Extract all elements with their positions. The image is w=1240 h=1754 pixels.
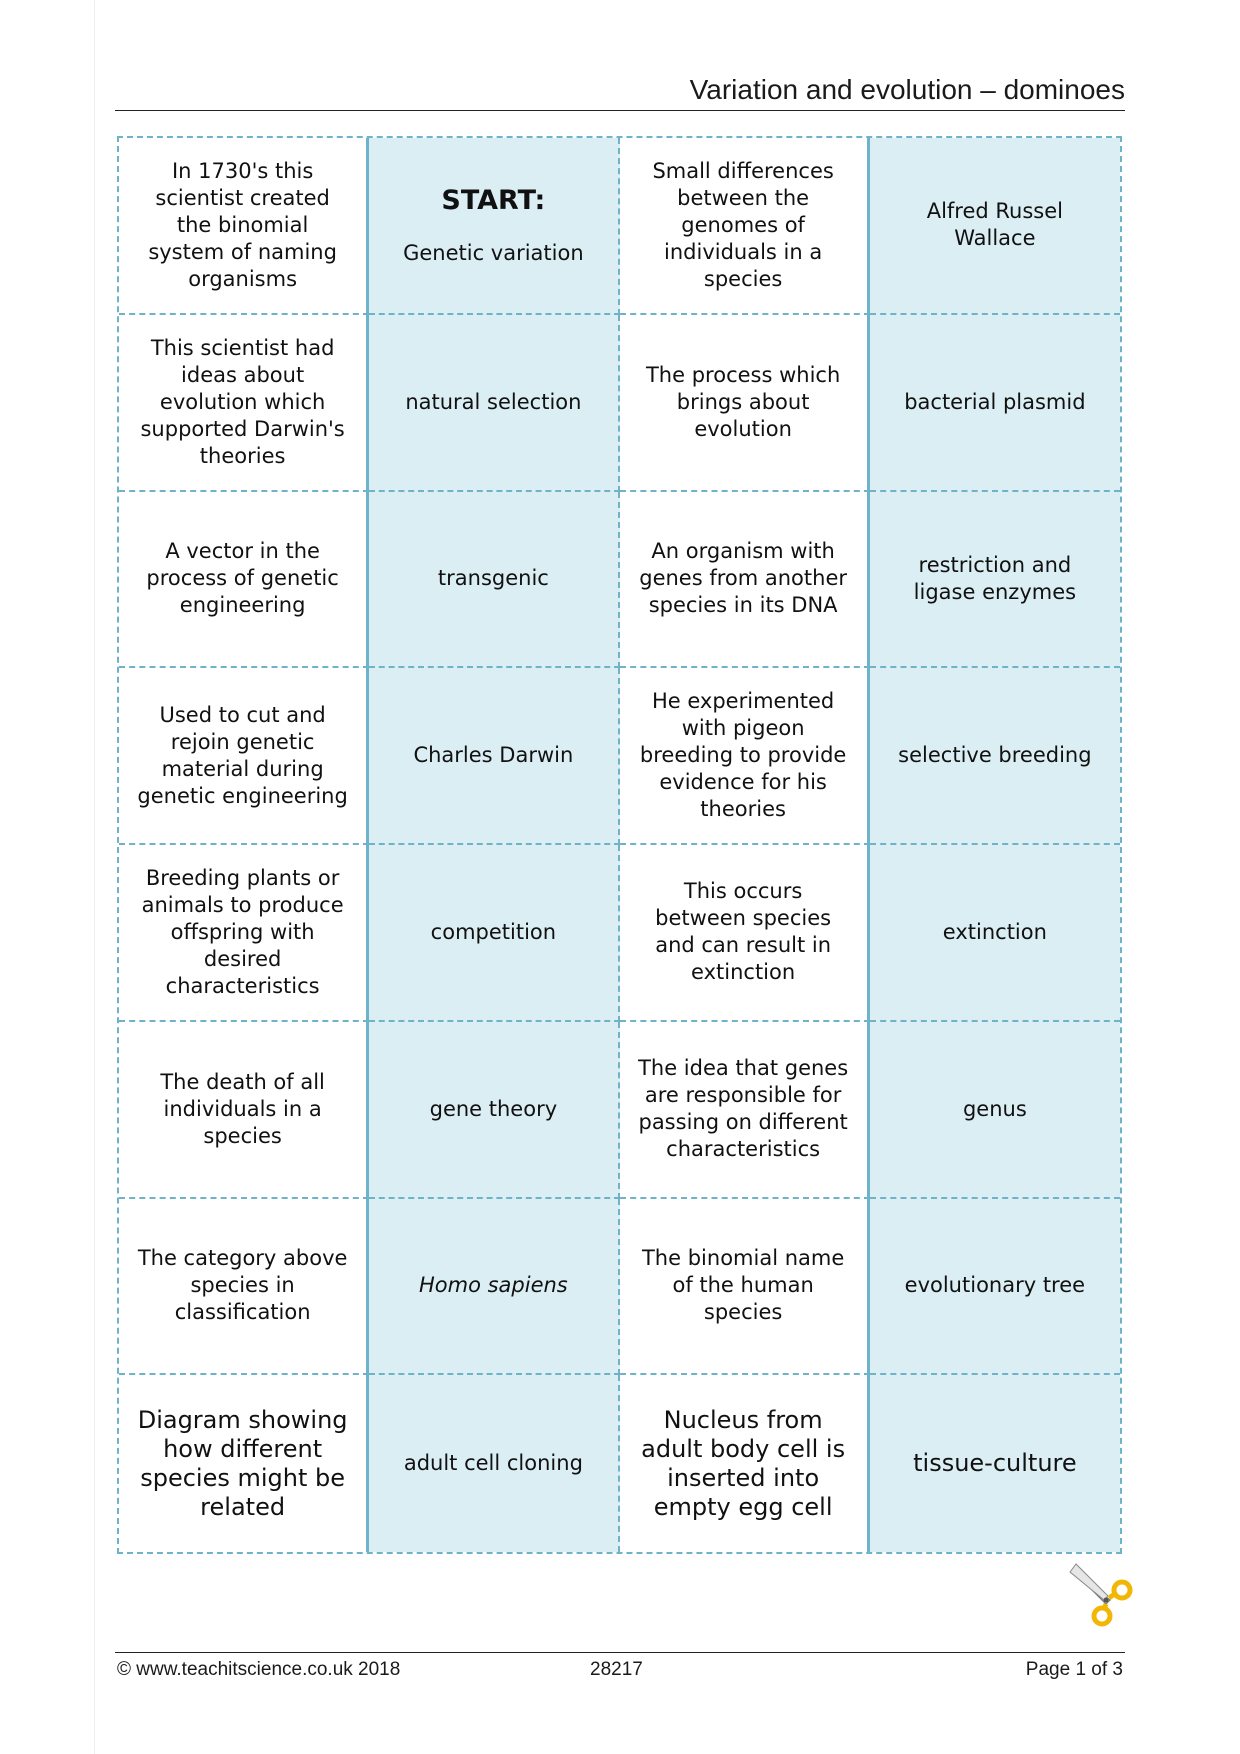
domino-clue	[119, 1375, 369, 1552]
domino-text: This occurs between species and can result in extinction	[655, 879, 832, 985]
start-label: START:	[441, 184, 546, 216]
domino-text: extinction	[942, 919, 1047, 944]
domino-clue	[119, 492, 369, 669]
domino-text: Small differences between the genomes of individuals in a species	[652, 158, 834, 291]
domino-answer	[870, 1375, 1120, 1552]
domino-text: Breeding plants or animals to produce offspring with desired characteristics	[141, 865, 344, 998]
scissors-icon	[1066, 1560, 1136, 1630]
domino-text: Alfred Russel Wallace	[926, 199, 1064, 251]
domino-text: evolutionary tree	[904, 1273, 1086, 1298]
domino-text: Genetic variation	[403, 240, 584, 265]
domino-clue	[620, 138, 870, 315]
start-block	[403, 184, 584, 267]
domino-answer	[870, 1199, 1120, 1376]
domino-clue	[620, 315, 870, 492]
domino-text: Homo sapiens	[418, 1273, 568, 1298]
domino-text: In 1730's this scientist created the binomial system of naming organisms	[148, 158, 337, 291]
page-title: Variation and evolution – dominoes	[689, 74, 1125, 105]
domino-text: natural selection	[405, 389, 582, 414]
domino-text: The binomial name of the human species	[641, 1246, 845, 1325]
domino-text: bacterial plasmid	[904, 389, 1086, 414]
copyright-text: © www.teachitscience.co.uk 2018	[117, 1659, 401, 1680]
domino-answer	[369, 1375, 619, 1552]
page-header	[115, 72, 1125, 111]
page-edge	[94, 0, 95, 1754]
domino-answer	[870, 492, 1120, 669]
domino-clue	[119, 1022, 369, 1199]
domino-clue	[119, 845, 369, 1022]
domino-text: Used to cut and rejoin genetic material during genetic engineering	[137, 702, 348, 808]
domino-clue	[119, 668, 369, 845]
document-code: 28217	[590, 1659, 643, 1680]
domino-clue	[620, 845, 870, 1022]
domino-clue	[119, 315, 369, 492]
domino-answer	[870, 1022, 1120, 1199]
domino-clue	[119, 138, 369, 315]
domino-text: restriction and ligase enzymes	[913, 552, 1077, 604]
domino-text: Charles Darwin	[413, 743, 574, 768]
domino-text: gene theory	[429, 1096, 558, 1121]
domino-text: Diagram showing how different species might be related	[137, 1405, 348, 1521]
domino-answer	[369, 1022, 619, 1199]
domino-answer	[870, 315, 1120, 492]
domino-text: adult cell cloning	[403, 1451, 583, 1476]
domino-text: The death of all individuals in a species	[160, 1069, 325, 1148]
domino-clue	[119, 1199, 369, 1376]
domino-clue	[620, 668, 870, 845]
domino-clue	[620, 1199, 870, 1376]
domino-text: The category above species in classification	[137, 1246, 348, 1325]
page-footer	[115, 1652, 1125, 1687]
page-number: Page 1 of 3	[1025, 1659, 1123, 1680]
domino-text: A vector in the process of genetic engineering	[146, 539, 339, 618]
domino-answer	[870, 845, 1120, 1022]
domino-text: He experimented with pigeon breeding to provide evidence for his theories	[639, 689, 847, 822]
domino-answer	[870, 668, 1120, 845]
domino-answer	[369, 1199, 619, 1376]
domino-clue	[620, 492, 870, 669]
domino-text: tissue-culture	[913, 1449, 1077, 1478]
domino-text: An organism with genes from another species in its DNA	[639, 539, 847, 618]
domino-answer	[369, 668, 619, 845]
domino-answer	[870, 138, 1120, 315]
domino-clue	[620, 1375, 870, 1552]
domino-answer	[369, 492, 619, 669]
domino-text: The process which brings about evolution	[645, 362, 841, 441]
domino-text: competition	[430, 919, 557, 944]
domino-text: This scientist had ideas about evolution which supported Darwin's theories	[140, 335, 345, 468]
domino-clue	[620, 1022, 870, 1199]
domino-text: genus	[962, 1096, 1027, 1121]
domino-text: selective breeding	[898, 743, 1092, 768]
domino-answer	[369, 315, 619, 492]
domino-text: The idea that genes are responsible for passing on different characteristics	[638, 1056, 849, 1162]
domino-answer	[369, 845, 619, 1022]
domino-text: transgenic	[437, 566, 549, 591]
domino-start	[369, 138, 619, 315]
domino-text: Nucleus from adult body cell is inserted into empty egg cell	[641, 1405, 846, 1521]
dominoes-grid	[117, 136, 1122, 1554]
